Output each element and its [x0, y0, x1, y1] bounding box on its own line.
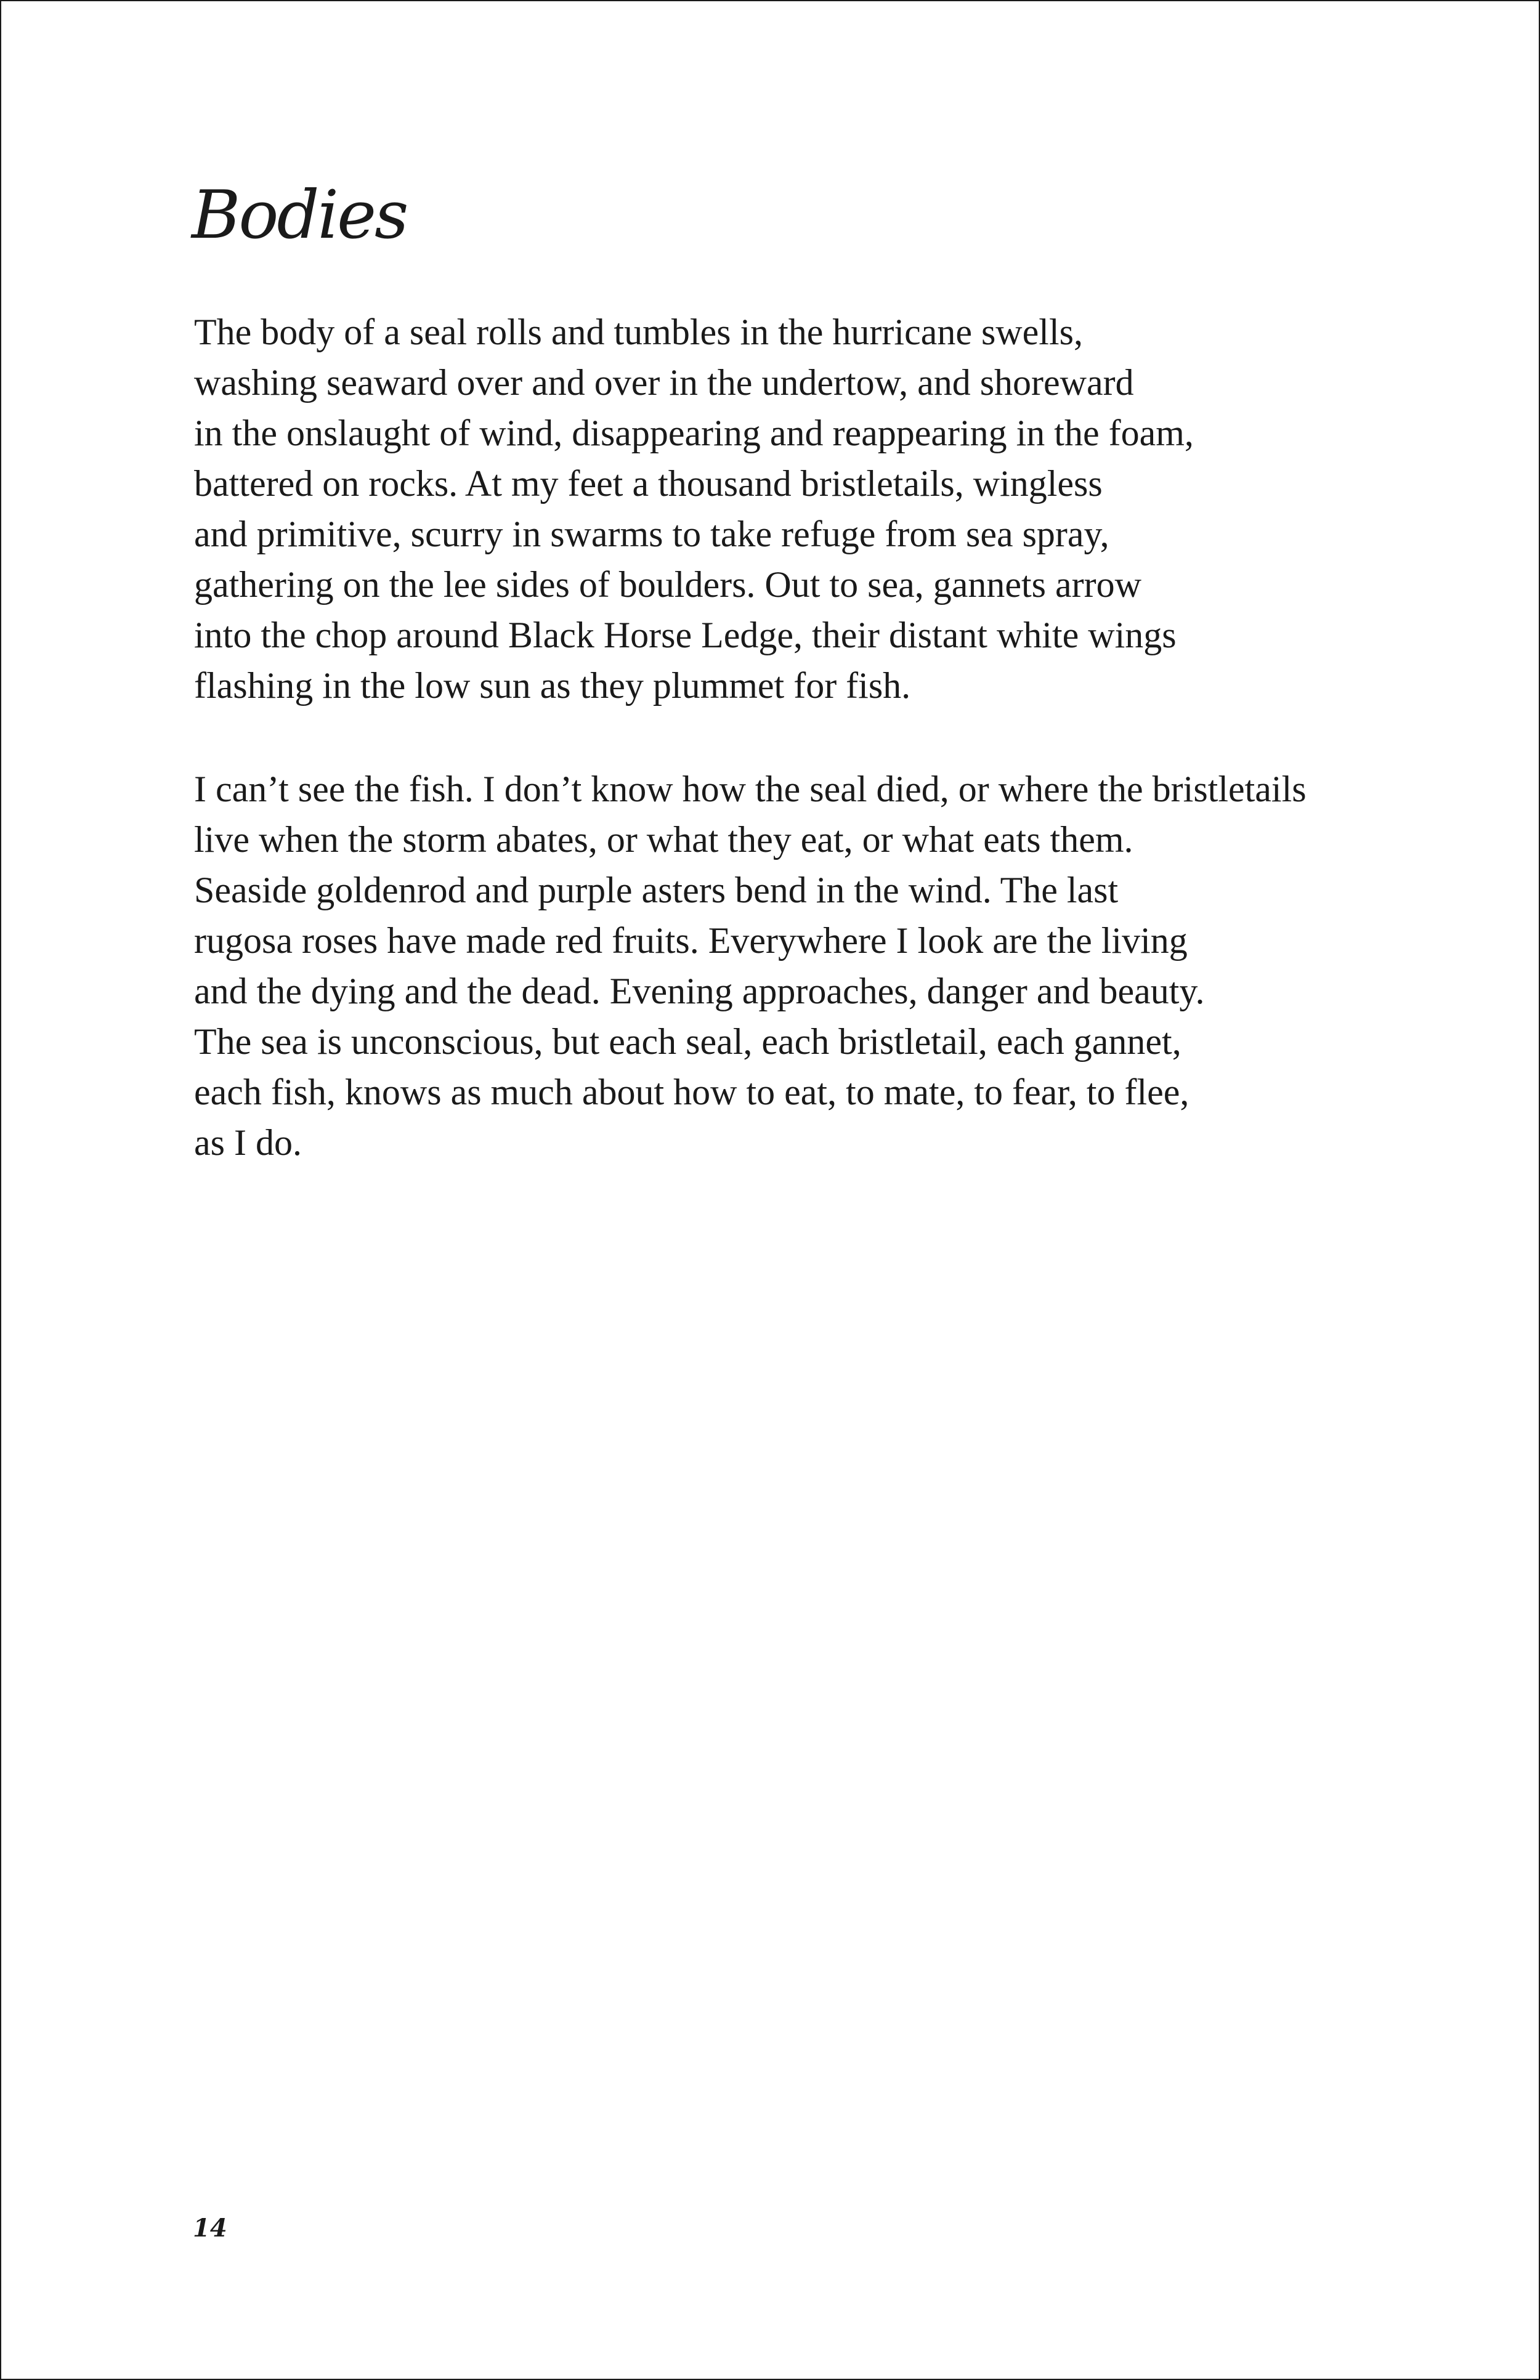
text-line: washing seaward over and over in the undertow, and shoreward	[194, 362, 1134, 403]
text-line: in the onslaught of wind, disappearing and reappearing in the foam,	[194, 413, 1194, 453]
text-line: The sea is unconscious, but each seal, each bristletail, each gannet,	[194, 1021, 1181, 1062]
text-line: live when the storm abates, or what they eat, or what eats them.	[194, 819, 1133, 860]
page-title: Bodies	[192, 177, 407, 254]
text-line: flashing in the low sun as they plummet for fish.	[194, 665, 911, 706]
text-line: battered on rocks. At my feet a thousand bristletails, wingless	[194, 463, 1103, 504]
paragraph-2	[194, 764, 1307, 1168]
text-line: and primitive, scurry in swarms to take refuge from sea spray,	[194, 514, 1109, 554]
text-line: rugosa roses have made red fruits. Everywhere I look are the living	[194, 920, 1188, 961]
text-line: I can’t see the fish. I don’t know how the seal died, or where the bristletails	[194, 769, 1307, 809]
text-line: as I do.	[194, 1122, 302, 1163]
text-line: and the dying and the dead. Evening approaches, danger and beauty.	[194, 971, 1205, 1011]
text-line: each fish, knows as much about how to eat, to mate, to fear, to flee,	[194, 1072, 1189, 1112]
text-line: into the chop around Black Horse Ledge, their distant white wings	[194, 615, 1177, 655]
text-line: The body of a seal rolls and tumbles in the hurricane swells,	[194, 312, 1083, 352]
paragraph-1	[194, 307, 1194, 711]
text-line: Seaside goldenrod and purple asters bend in the wind. The last	[194, 870, 1119, 910]
page-number: 14	[193, 2214, 227, 2243]
text-line: gathering on the lee sides of boulders. Out to sea, gannets arrow	[194, 564, 1141, 605]
